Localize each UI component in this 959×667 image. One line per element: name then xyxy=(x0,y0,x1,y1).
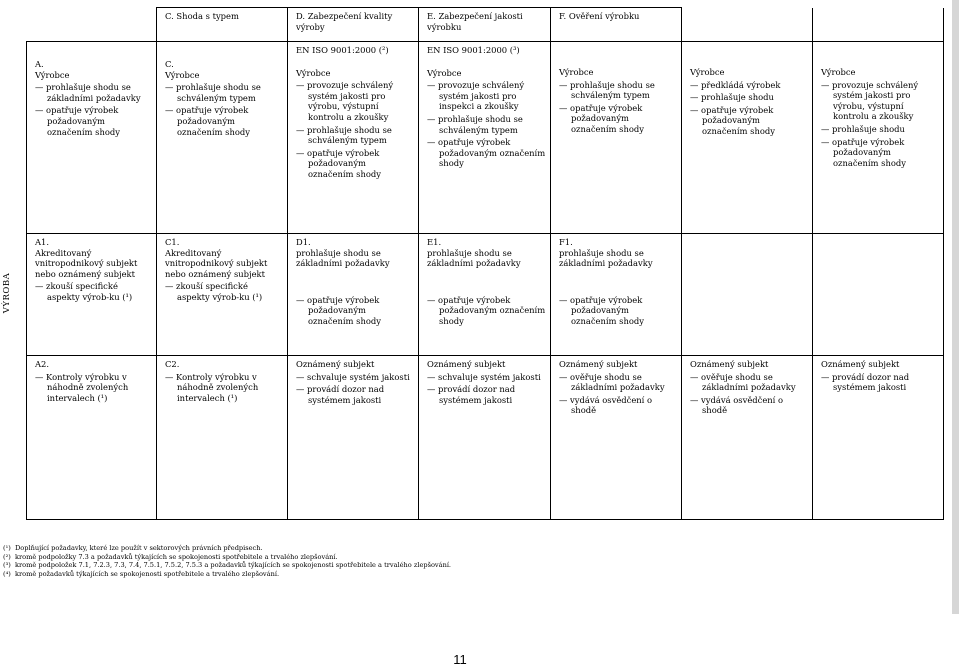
list-item: — zkouší specifické aspekty výrob-ku (¹) xyxy=(165,281,263,302)
cell-text: prohlašuje shodu se základními požadavky xyxy=(296,247,390,269)
cell-title: E1. xyxy=(427,237,442,247)
list-item: — prohlašuje shodu se schváleným typem xyxy=(427,113,523,135)
list-item: — předkládá výrobek xyxy=(690,79,781,90)
header-cell-c xyxy=(157,8,288,42)
module-row-3 xyxy=(27,356,944,520)
cell-actor: Výrobce xyxy=(690,67,725,77)
list-item: — Kontroly výrobku v náhodně zvolených intervalech (¹) xyxy=(165,371,259,403)
cell-empty xyxy=(682,234,813,356)
side-label xyxy=(0,230,18,370)
cell-d xyxy=(288,42,419,234)
module-row-2 xyxy=(27,234,944,356)
cell-actor: Výrobce xyxy=(559,67,594,77)
list-item: — provádí dozor nad systémem jakosti xyxy=(296,384,385,405)
footnotes xyxy=(3,544,943,578)
cell-text: Akreditovaný vnitropodnikový subjekt nebo oznámený subjekt xyxy=(35,247,138,279)
list-item: — opatřuje výrobek požadovaným označením shody xyxy=(296,147,381,179)
cell-title: Oznámený subjekt xyxy=(690,359,769,369)
cell-a xyxy=(27,42,157,234)
list-item: — schvaluje systém jakosti xyxy=(296,371,410,382)
list-item: — opatřuje výrobek požadovaným označením shody xyxy=(427,137,546,169)
cell-title: Oznámený subjekt xyxy=(821,359,900,369)
list-item: — opatřuje výrobek požadovaným označením shody xyxy=(427,294,546,326)
cell-d-notified xyxy=(288,356,419,520)
module-row-1 xyxy=(27,42,944,234)
cell-actor: Výrobce xyxy=(427,67,462,78)
cell-empty xyxy=(813,234,944,356)
cell-f xyxy=(551,42,682,234)
cell-title: D1. xyxy=(296,237,311,247)
cell-actor: Výrobce xyxy=(35,69,70,80)
header-d: D. Zabezpečení kvality výroby xyxy=(296,11,393,32)
cell-f-notified xyxy=(551,356,682,520)
cell-text: prohlašuje shodu se základními požadavky xyxy=(427,247,521,269)
cell-actor: Výrobce xyxy=(296,67,331,78)
header-cell-empty xyxy=(27,8,157,42)
cell-title: C1. xyxy=(165,237,180,247)
cell-title: F1. xyxy=(559,237,573,247)
footnote: (³) kromě podpoložek 7.1, 7.2.3, 7.3, 7.4, 7.5.1, 7.5.2, 7.5.3 a požadavků týkajících se spokojenosti spotřebitele a trvalého zlepšování. xyxy=(3,561,452,570)
cell-title: Oznámený subjekt xyxy=(559,359,638,369)
conformity-modules-table xyxy=(26,7,944,520)
header-f: F. Ověření výrobku xyxy=(559,11,640,21)
cell-c2 xyxy=(157,356,288,520)
header-c: C. Shoda s typem xyxy=(165,11,239,21)
standard-label: EN ISO 9001:2000 (³) xyxy=(427,45,520,55)
cell-title: Oznámený subjekt xyxy=(296,359,375,369)
header-cell-f xyxy=(551,8,682,42)
cell-g-notified xyxy=(682,356,813,520)
footnote: (⁴) kromě požadavků týkajících se spokojenosti spotřebitele a trvalého zlepšování. xyxy=(3,569,280,578)
cell-c1 xyxy=(157,234,288,356)
cell-c xyxy=(157,42,288,234)
cell-title: Oznámený subjekt xyxy=(427,359,506,369)
list-item: — zkouší specifické aspekty výrob-ku (¹) xyxy=(35,281,133,302)
cell-text: prohlašuje shodu se základními požadavky xyxy=(559,247,653,269)
list-item: — opatřuje výrobek požadovaným označením shody xyxy=(690,104,775,136)
cell-title: C2. xyxy=(165,359,180,369)
list-item: — opatřuje výrobek požadovaným označením shody xyxy=(559,102,644,134)
header-e: E. Zabezpečení jakosti výrobku xyxy=(427,11,523,32)
list-item: — provádí dozor nad systémem jakosti xyxy=(821,371,910,393)
list-item: — Kontroly výrobku v náhodně zvolených intervalech (¹) xyxy=(35,371,129,403)
list-item: — provozuje schválený systém jakosti pro výrobu, výstupní kontrolu a zkoušky xyxy=(296,80,394,122)
footnote: (²) kromě podpoložky 7.3 a požadavků týkajících se spokojenosti spotřebitele a trvalého zlepšování. xyxy=(3,552,338,561)
list-item: — provozuje schválený systém jakosti pro inspekci a zkoušky xyxy=(427,80,525,112)
cell-title: A1. xyxy=(35,237,50,247)
cell-e-notified xyxy=(419,356,551,520)
side-label-text: VÝROBA xyxy=(2,272,12,314)
list-item: — prohlašuje shodu se schváleným typem xyxy=(559,79,655,101)
cell-a1 xyxy=(27,234,157,356)
cell-title: A2. xyxy=(35,359,50,369)
cell-a2 xyxy=(27,356,157,520)
header-cell-empty xyxy=(682,8,813,42)
list-item: — ověřuje shodu se základními požadavky xyxy=(559,371,665,393)
page-edge-bar xyxy=(952,0,959,614)
list-item: — schvaluje systém jakosti xyxy=(427,371,541,382)
standard-label: EN ISO 9001:2000 (²) xyxy=(296,45,389,55)
cell-actor: Výrobce xyxy=(821,67,856,77)
cell-d1 xyxy=(288,234,419,356)
cell-g xyxy=(682,42,813,234)
list-item: — ověřuje shodu se základními požadavky xyxy=(690,371,796,393)
list-item: — opatřuje výrobek požadovaným označením shody xyxy=(35,105,120,137)
list-item: — prohlašuje shodu xyxy=(821,123,905,134)
list-item: — vydává osvědčení o shodě xyxy=(559,394,653,416)
cell-title: C. xyxy=(165,59,174,69)
footnote: (¹) Doplňující požadavky, které lze použít v sektorových právních předpisech. xyxy=(3,544,263,552)
page-number: 11 xyxy=(453,652,467,667)
list-item: — provádí dozor nad systémem jakosti xyxy=(427,384,516,405)
header-cell-e xyxy=(419,8,551,42)
list-item: — prohlašuje shodu xyxy=(690,92,774,103)
cell-actor: Výrobce xyxy=(165,69,200,80)
cell-e xyxy=(419,42,551,234)
header-cell-empty xyxy=(813,8,944,42)
cell-text: Akreditovaný vnitropodnikový subjekt nebo oznámený subjekt xyxy=(165,247,268,279)
list-item: — opatřuje výrobek požadovaným označením shody xyxy=(821,136,906,168)
header-row xyxy=(27,8,944,42)
list-item: — prohlašuje shodu se schváleným typem xyxy=(165,82,261,103)
cell-h-notified xyxy=(813,356,944,520)
header-cell-d xyxy=(288,8,419,42)
list-item: — prohlašuje shodu se schváleným typem xyxy=(296,124,392,146)
cell-e1 xyxy=(419,234,551,356)
cell-h xyxy=(813,42,944,234)
list-item: — prohlašuje shodu se základními požadavky xyxy=(35,82,141,103)
list-item: — opatřuje výrobek požadovaným označením shody xyxy=(559,294,644,326)
cell-title: A. xyxy=(35,59,44,69)
cell-f1 xyxy=(551,234,682,356)
list-item: — vydává osvědčení o shodě xyxy=(690,394,784,416)
list-item: — provozuje schválený systém jakosti pro výrobu, výstupní kontrolu a zkoušky xyxy=(821,79,919,122)
list-item: — opatřuje výrobek požadovaným označením shody xyxy=(165,105,250,137)
list-item: — opatřuje výrobek požadovaným označením shody xyxy=(296,294,381,326)
